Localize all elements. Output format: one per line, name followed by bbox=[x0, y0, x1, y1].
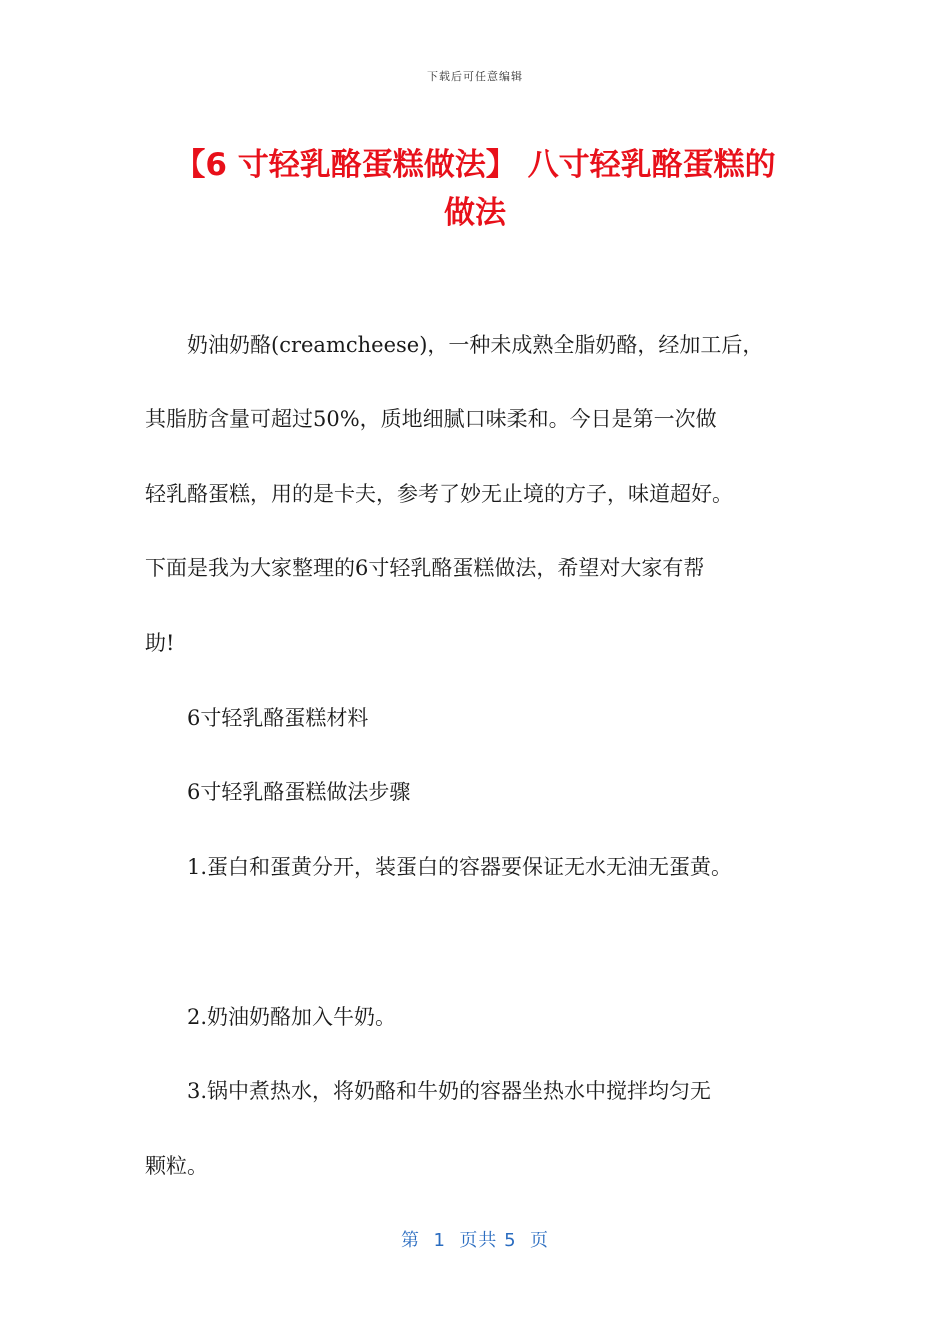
document-title-line-1: 【6 寸轻乳酪蛋糕做法】 八寸轻乳酪蛋糕的 bbox=[174, 147, 776, 183]
header-note: 下载后可任意编辑 bbox=[427, 70, 523, 83]
paragraph-line: 其脂肪含量可超过50%，质地细腻口味柔和。今日是第一次做 bbox=[145, 407, 717, 431]
section-heading-materials: 6寸轻乳酪蛋糕材料 bbox=[145, 706, 369, 730]
document-title-line-2: 做法 bbox=[444, 195, 506, 231]
paragraph-line: 奶油奶酪(creamcheese)，一种未成熟全脂奶酪，经加工后， bbox=[145, 333, 764, 357]
paragraph-line: 轻乳酪蛋糕，用的是卡夫，参考了妙无止境的方子，味道超好。 bbox=[145, 482, 733, 506]
step-item: 2.奶油奶酪加入牛奶。 bbox=[145, 1005, 397, 1029]
page-number-footer: 第 1 页共 5 页 bbox=[401, 1230, 549, 1251]
document-title bbox=[120, 141, 830, 237]
step-item: 1.蛋白和蛋黄分开，装蛋白的容器要保证无水无油无蛋黄。 bbox=[145, 855, 733, 879]
paragraph-line: 助! bbox=[145, 631, 175, 655]
section-heading-steps: 6寸轻乳酪蛋糕做法步骤 bbox=[145, 780, 411, 804]
paragraph-line: 下面是我为大家整理的6寸轻乳酪蛋糕做法，希望对大家有帮 bbox=[145, 556, 705, 580]
step-item-continuation: 颗粒。 bbox=[145, 1154, 208, 1178]
step-item: 3.锅中煮热水，将奶酪和牛奶的容器坐热水中搅拌均匀无 bbox=[145, 1079, 712, 1103]
